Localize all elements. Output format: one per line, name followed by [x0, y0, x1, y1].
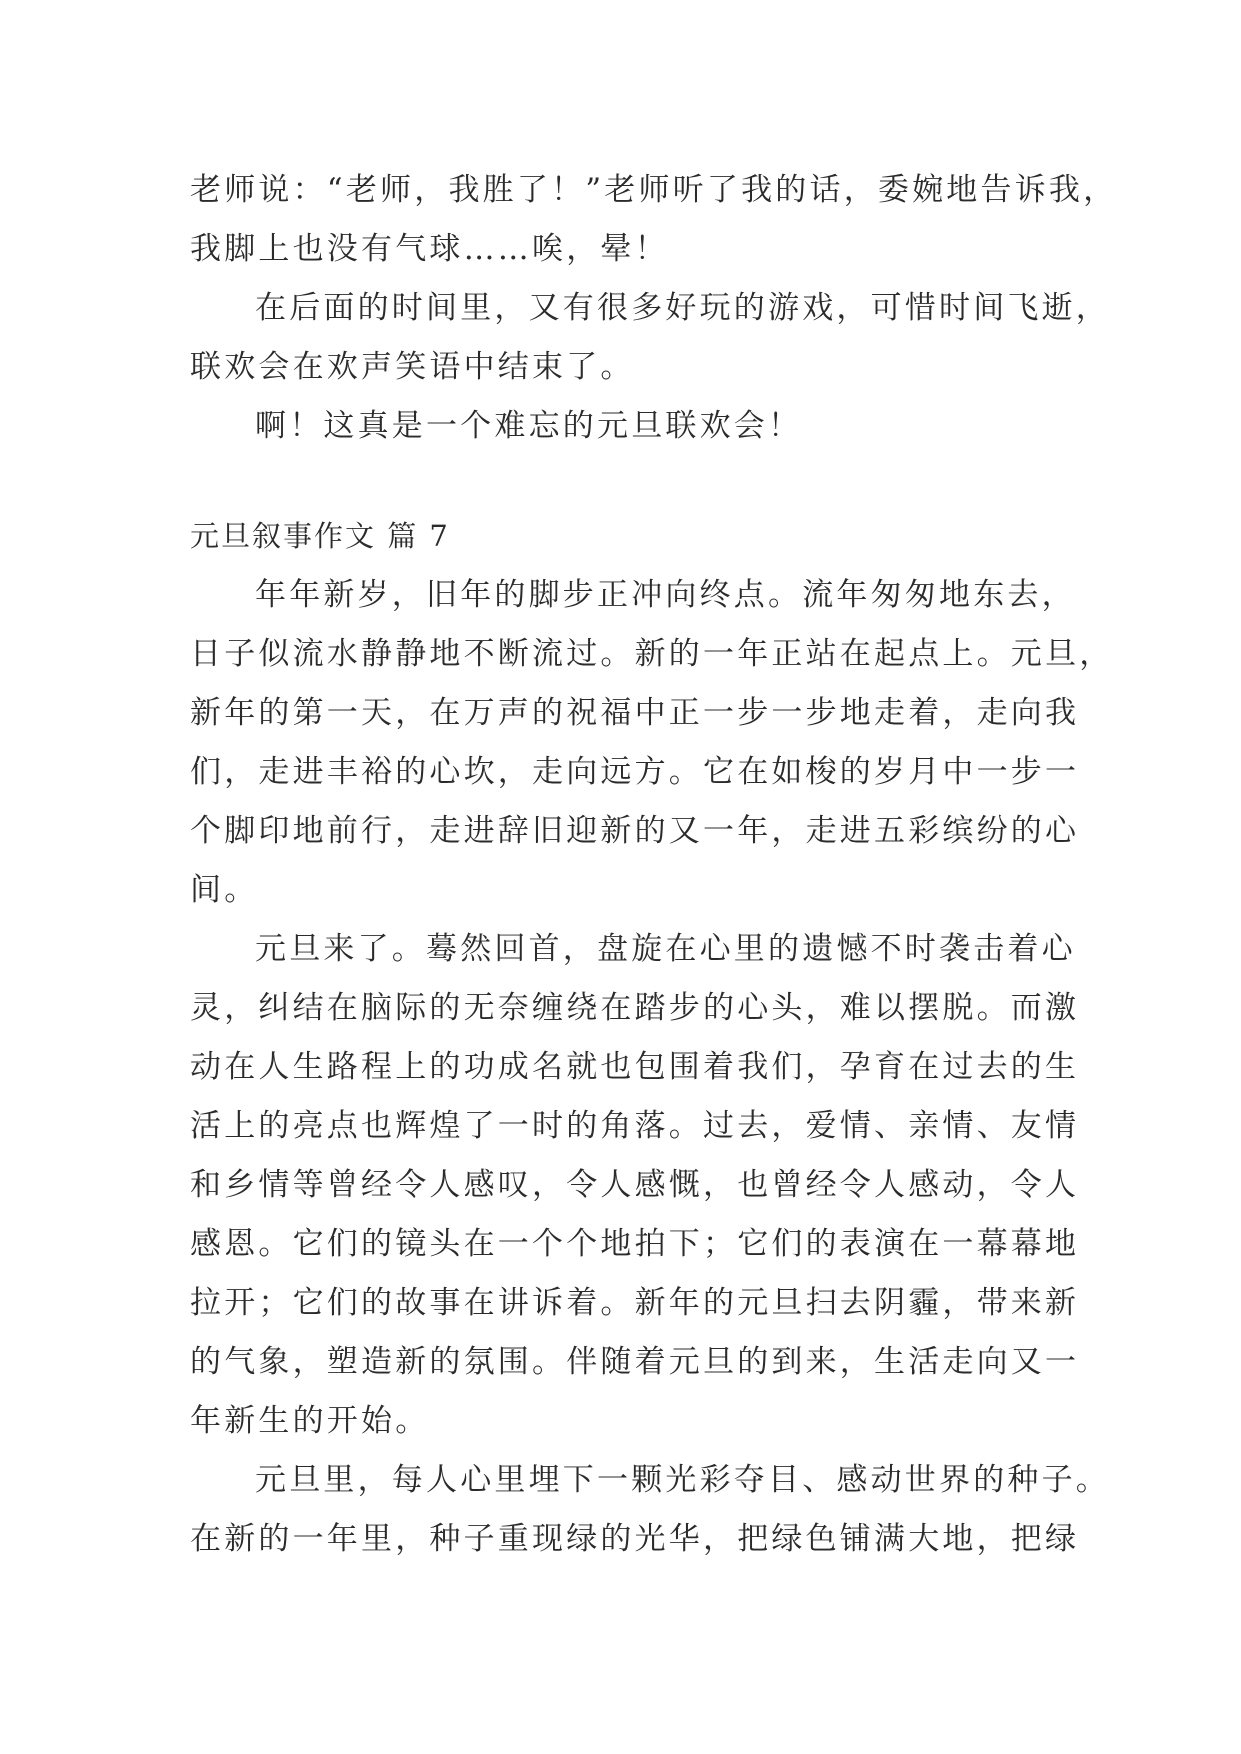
paragraph-line: 灵，纠结在脑际的无奈缠绕在踏步的心头，难以摆脱。而激	[190, 990, 1080, 1026]
paragraph-line: 个脚印地前行，走进辞旧迎新的又一年，走进五彩缤纷的心	[190, 813, 1080, 849]
paragraph-line: 元旦来了。蓦然回首，盘旋在心里的遗憾不时袭击着心	[255, 931, 1076, 967]
paragraph-line: 联欢会在欢声笑语中结束了。	[190, 349, 635, 385]
paragraph-line: 间。	[190, 872, 259, 908]
paragraph-line: 的气象，塑造新的氛围。伴随着元旦的到来，生活走向又一	[190, 1344, 1080, 1380]
section-heading: 元旦叙事作文 篇 7	[190, 519, 450, 553]
paragraph-line: 老师说：“老师，我胜了！”老师听了我的话，委婉地告诉我，	[190, 172, 1118, 208]
paragraph-line: 们，走进丰裕的心坎，走向远方。它在如梭的岁月中一步一	[190, 754, 1080, 790]
paragraph-line: 拉开；它们的故事在讲诉着。新年的元旦扫去阴霾，带来新	[190, 1285, 1080, 1321]
paragraph-line: 和乡情等曾经令人感叹，令人感慨，也曾经令人感动，令人	[190, 1167, 1080, 1203]
paragraph-line: 活上的亮点也辉煌了一时的角落。过去，爱情、亲情、友情	[190, 1108, 1080, 1144]
paragraph-line: 元旦里，每人心里埋下一颗光彩夺目、感动世界的种子。	[255, 1462, 1110, 1498]
paragraph-line: 日子似流水静静地不断流过。新的一年正站在起点上。元旦，	[190, 636, 1114, 672]
paragraph-line: 年新生的开始。	[190, 1403, 430, 1439]
paragraph-line: 感恩。它们的镜头在一个个地拍下；它们的表演在一幕幕地	[190, 1226, 1080, 1262]
paragraph-line: 动在人生路程上的功成名就也包围着我们，孕育在过去的生	[190, 1049, 1080, 1085]
paragraph-line: 新年的第一天，在万声的祝福中正一步一步地走着，走向我	[190, 695, 1080, 731]
paragraph-line: 年年新岁，旧年的脚步正冲向终点。流年匆匆地东去，	[255, 577, 1076, 613]
paragraph-line: 啊！这真是一个难忘的元旦联欢会！	[255, 408, 803, 444]
paragraph-line: 我脚上也没有气球……唉，晕！	[190, 231, 669, 267]
paragraph-line: 在新的一年里，种子重现绿的光华，把绿色铺满大地，把绿	[190, 1521, 1080, 1557]
paragraph-line: 在后面的时间里，又有很多好玩的游戏，可惜时间飞逝，	[255, 290, 1110, 326]
